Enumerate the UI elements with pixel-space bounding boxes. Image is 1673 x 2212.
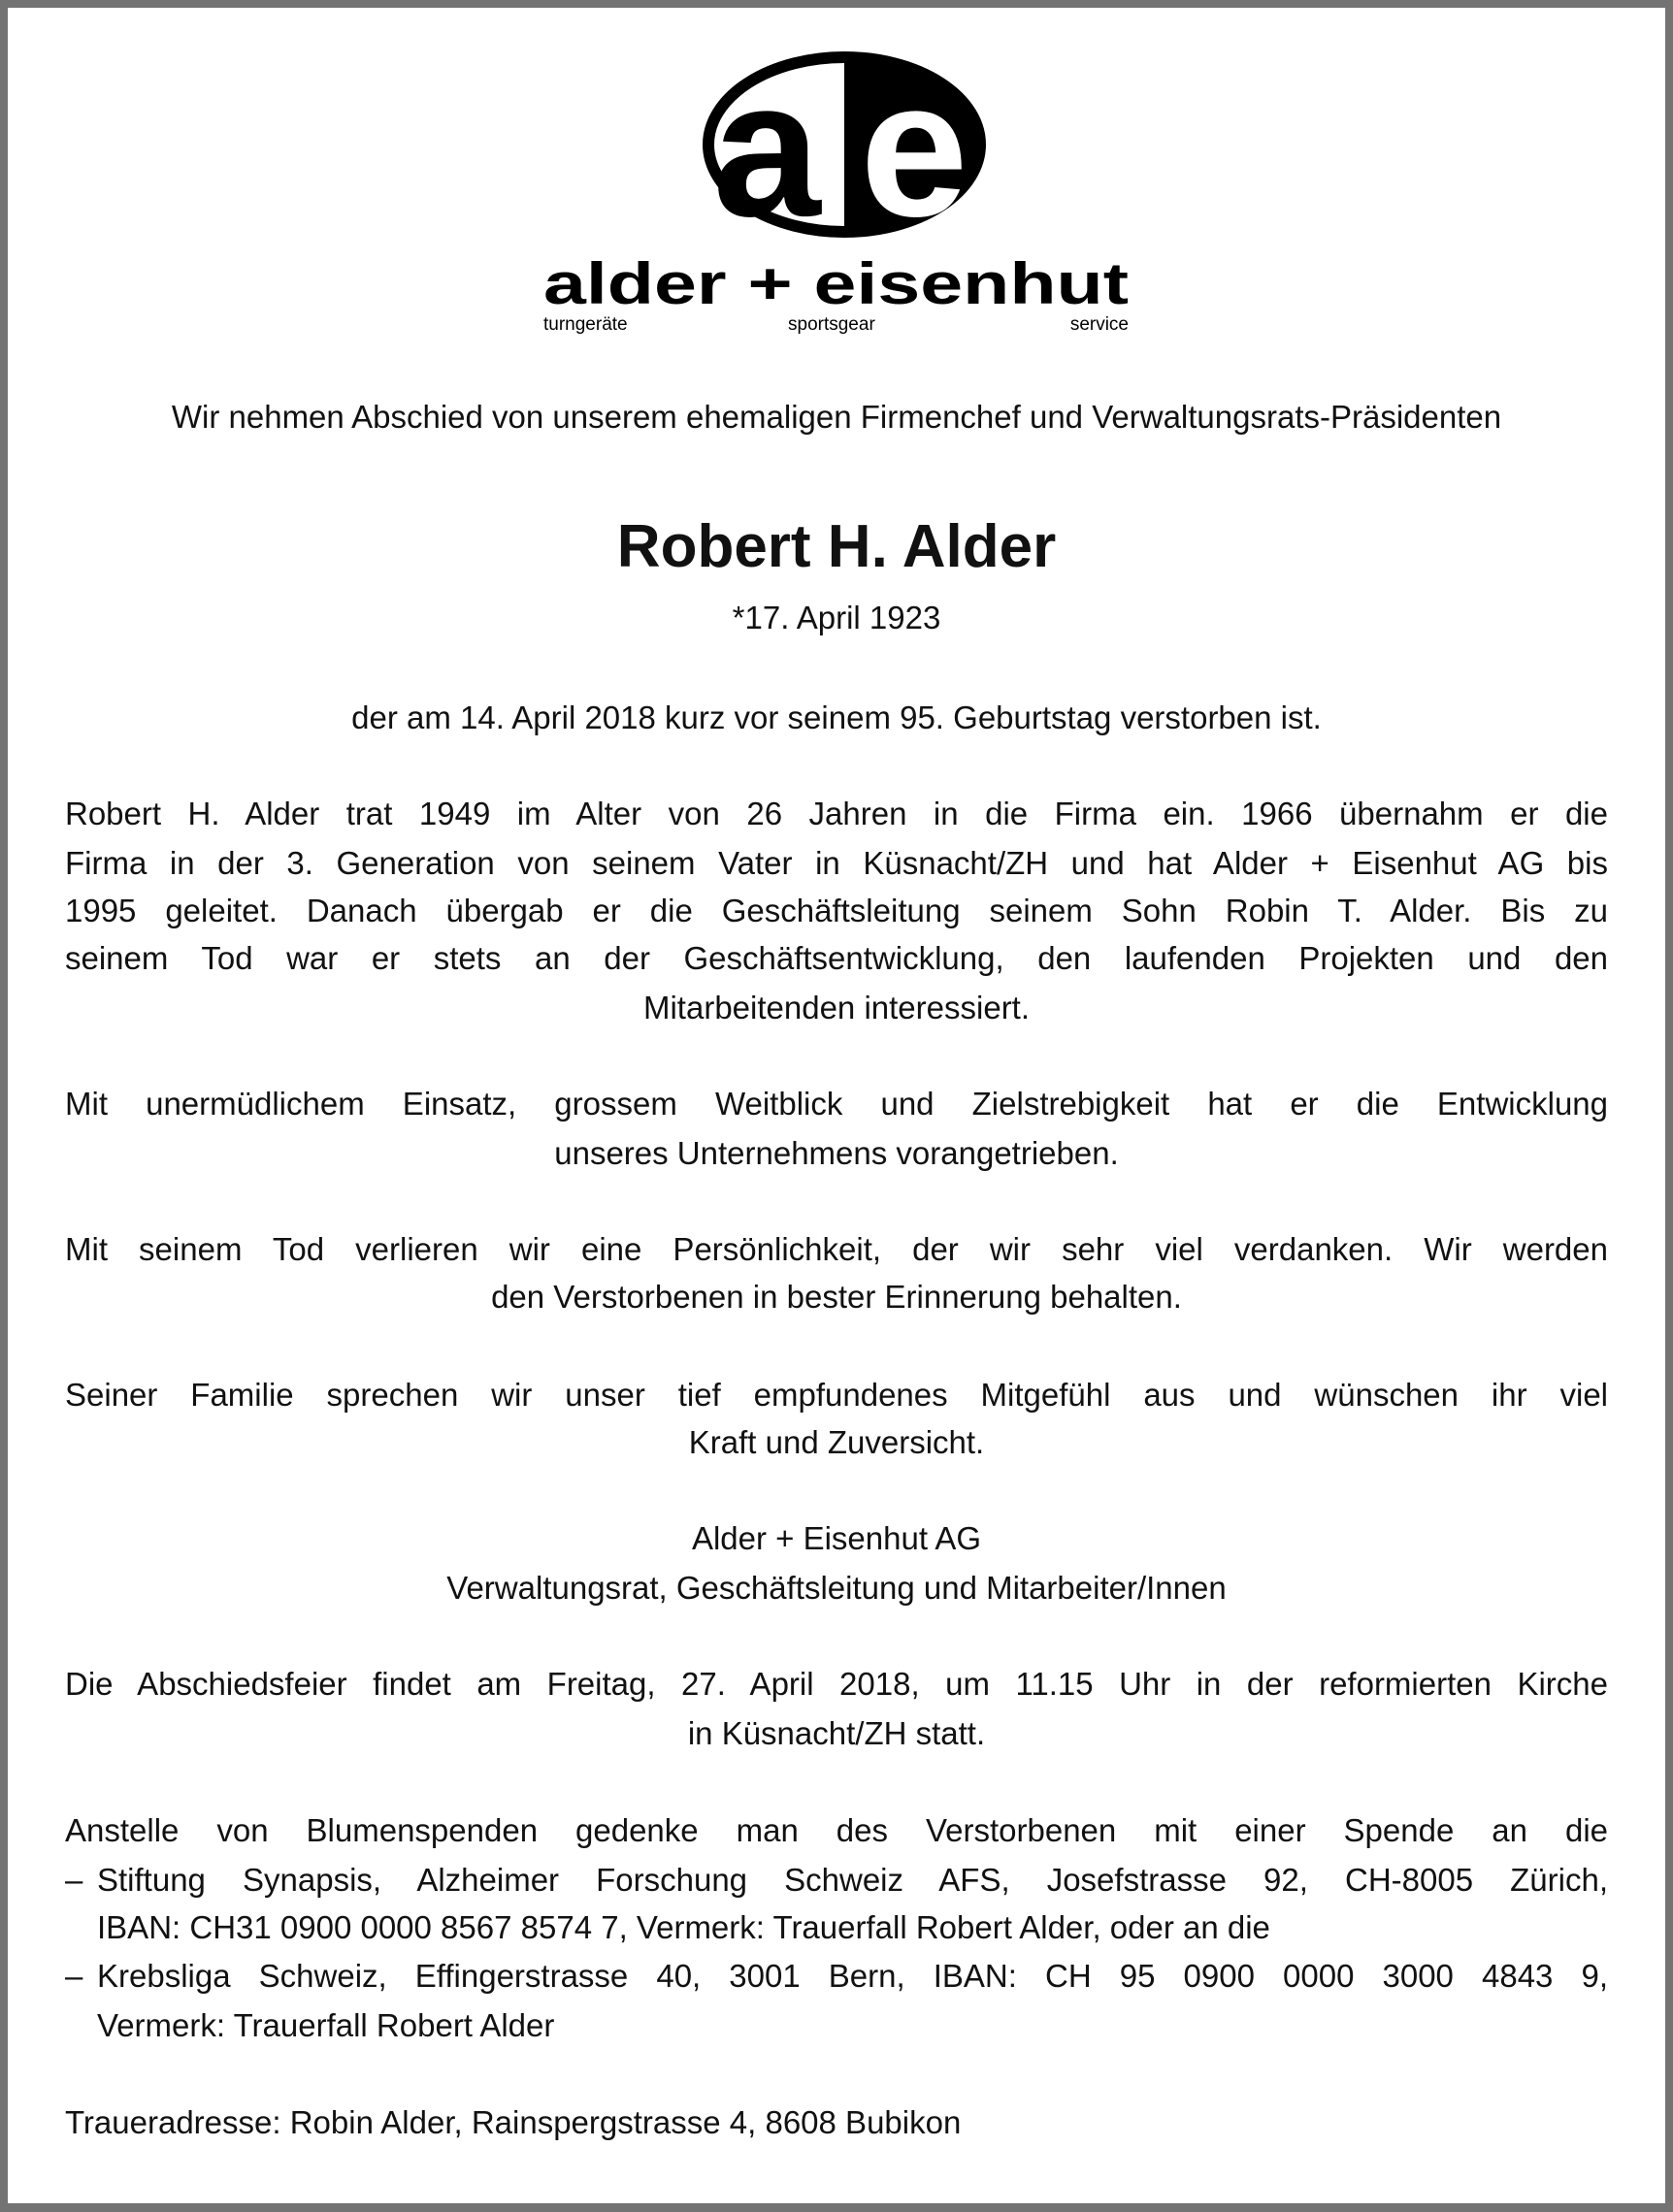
donation-item-krebsliga-note: Vermerk: Trauerfall Robert Alder xyxy=(97,2007,555,2043)
signature-groups: Verwaltungsrat, Geschäftsleitung und Mitarbeiter/Innen xyxy=(446,1570,1227,1606)
dash-bullet: – xyxy=(65,1862,83,1898)
para1-line: Firma in der 3. Generation von seinem Vater in Küsnacht/ZH und hat Alder + Eisenhut AG bis xyxy=(65,845,1608,881)
alder-eisenhut-logo xyxy=(0,0,1673,349)
intro-line: Wir nehmen Abschied von unserem ehemaligen Firmenchef und Verwaltungsrats-Präsidenten xyxy=(171,399,1502,435)
dash-bullet: – xyxy=(65,1958,83,1994)
para1-line: 1995 geleitet. Danach übergab er die Geschäftsleitung seinem Sohn Robin T. Alder. Bis zu xyxy=(65,893,1608,928)
para1-line: seinem Tod war er stets an der Geschäftsentwicklung, den laufenden Projekten und den xyxy=(65,940,1608,976)
para2-line: Mit unermüdlichem Einsatz, grossem Weitblick und Zielstrebigkeit hat er die Entwicklung xyxy=(65,1086,1608,1122)
mourning-address: Traueradresse: Robin Alder, Rainspergstrasse 4, 8608 Bubikon xyxy=(65,2104,962,2140)
logo-tagline-1: turngeräte xyxy=(543,314,628,335)
logo-tagline-2: sportsgear xyxy=(788,314,875,335)
para2-line: unseres Unternehmens vorangetrieben. xyxy=(554,1135,1119,1171)
logo-wordmark: alder + eisenhut xyxy=(543,251,1130,316)
death-line: der am 14. April 2018 kurz vor seinem 95. Geburtstag verstorben ist. xyxy=(351,699,1322,735)
donation-item-synapsis-iban: IBAN: CH31 0900 0000 8567 8574 7, Vermerk: Trauerfall Robert Alder, oder an die xyxy=(97,1909,1270,1945)
para3-line: Mit seinem Tod verlieren wir eine Persönlichkeit, der wir sehr viel verdanken. Wir werden xyxy=(65,1231,1608,1267)
para1-line: Mitarbeitenden interessiert. xyxy=(642,990,1031,1025)
para4-line: Seiner Familie sprechen wir unser tief empfundenes Mitgefühl aus und wünschen ihr viel xyxy=(65,1377,1608,1413)
logo-letter-e: e xyxy=(860,41,968,257)
logo-letter-a: a xyxy=(712,41,821,257)
para3-line: den Verstorbenen in bester Erinnerung behalten. xyxy=(491,1279,1182,1315)
birth-date: *17. April 1923 xyxy=(732,600,941,635)
donations-intro: Anstelle von Blumenspenden gedenke man des Verstorbenen mit einer Spende an die xyxy=(65,1812,1608,1848)
logo-tagline-3: service xyxy=(1069,314,1129,335)
para1-line: Robert H. Alder trat 1949 im Alter von 26 Jahren in die Firma ein. 1966 übernahm er die xyxy=(65,796,1608,831)
deceased-name: Robert H. Alder xyxy=(616,513,1057,580)
ceremony-line: in Küsnacht/ZH statt. xyxy=(687,1715,986,1751)
donation-item-krebsliga: – Krebsliga Schweiz, Effingerstrasse 40, 3001 Bern, IBAN: CH 95 0900 0000 3000 4843 9, xyxy=(97,1952,1608,2001)
para4-line: Kraft und Zuversicht. xyxy=(688,1424,985,1460)
ceremony-line: Die Abschiedsfeier findet am Freitag, 27. April 2018, um 11.15 Uhr in der reformierten Kirche xyxy=(65,1666,1608,1702)
donation-item-synapsis: – Stiftung Synapsis, Alzheimer Forschung Schweiz AFS, Josefstrasse 92, CH-8005 Zürich, xyxy=(97,1856,1608,1904)
signature-company: Alder + Eisenhut AG xyxy=(691,1520,982,1556)
